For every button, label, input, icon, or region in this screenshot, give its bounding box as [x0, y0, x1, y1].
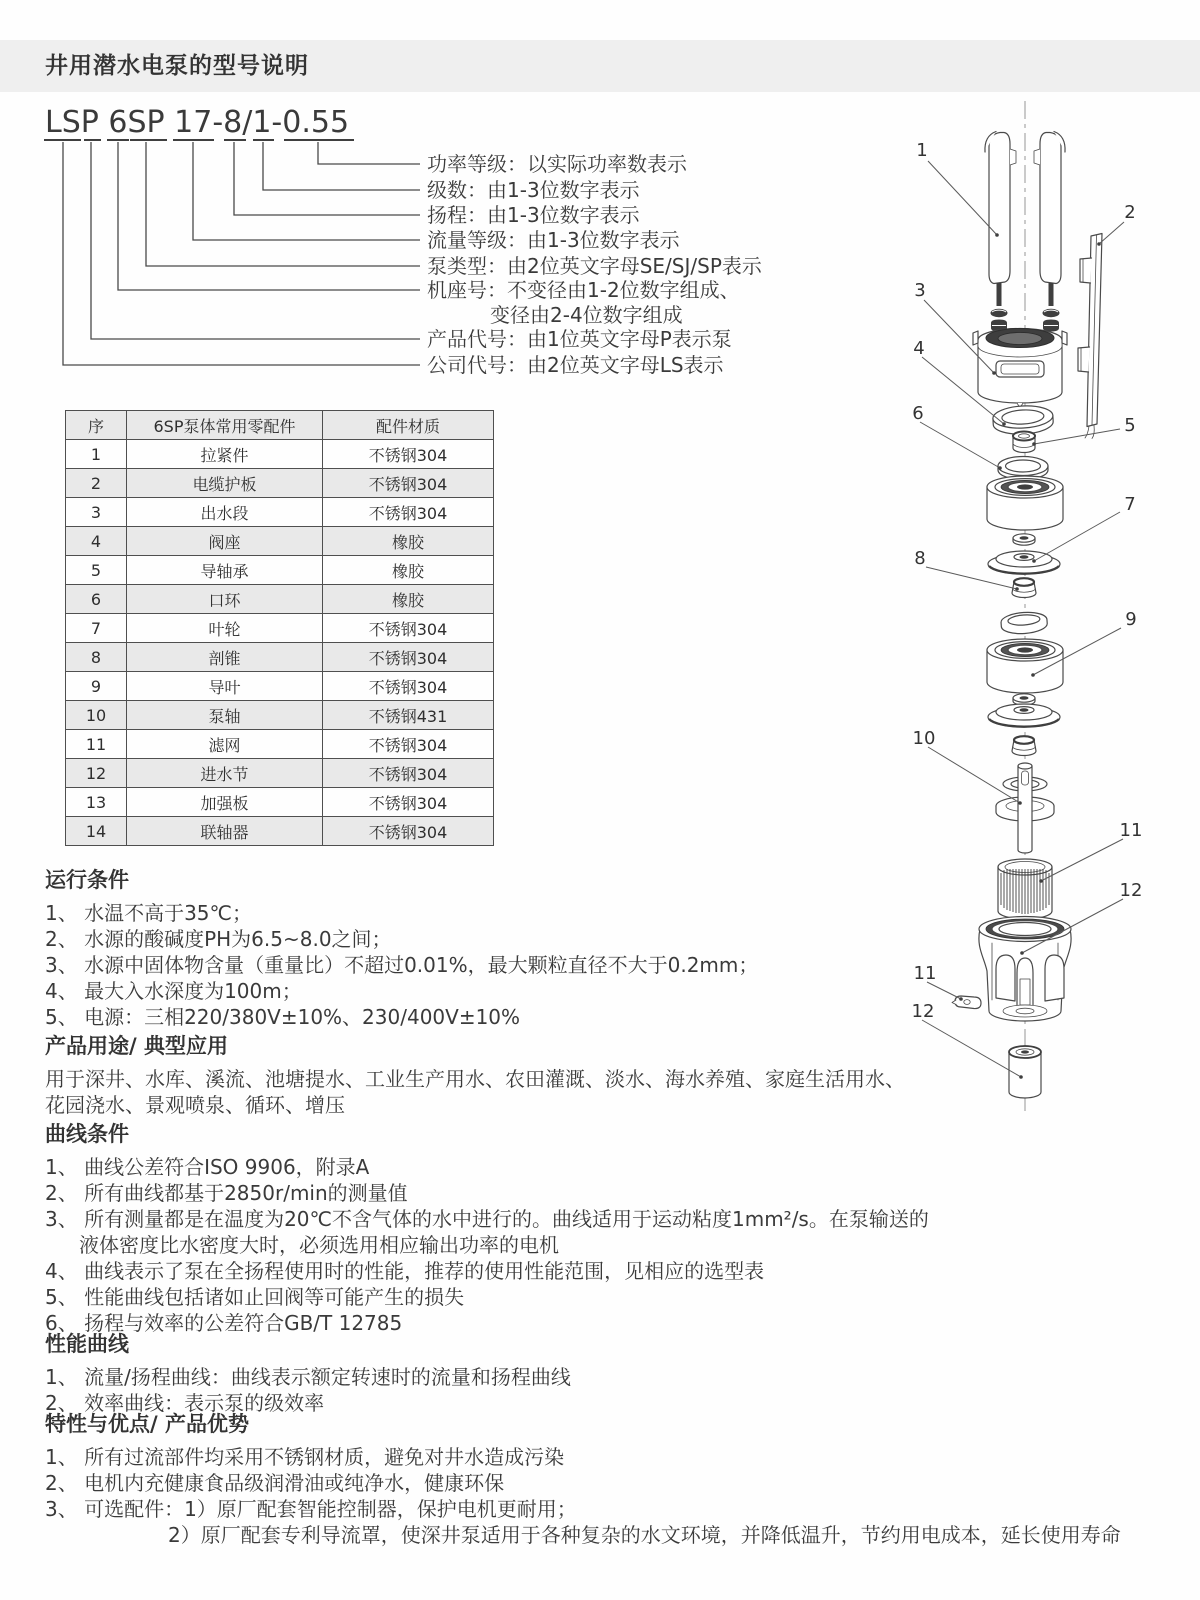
part-label-11b: 11: [913, 963, 937, 984]
page-title: 井用潜水电泵的型号说明: [45, 53, 309, 79]
washer-stage-1: [1013, 534, 1035, 545]
list-item: 5、 性能曲线包括诸如止回阀等可能产生的损失: [45, 1285, 465, 1309]
model-code-diagram: [40, 98, 440, 390]
cable-guard-plate: [1078, 234, 1102, 439]
impeller-stage-1: [988, 551, 1060, 574]
cell-no: 11: [66, 730, 127, 759]
part-label-3: 3: [914, 280, 926, 301]
code-label-flow: 流量等级：由1-3位数字表示: [427, 228, 680, 252]
cell-material: 不锈钢304: [323, 672, 494, 701]
cell-no: 2: [66, 469, 127, 498]
list-item: 1、 所有过流部件均采用不锈钢材质，避免对井水造成污染: [45, 1445, 565, 1469]
table-row: [66, 469, 494, 498]
list-item: 4、 曲线表示了泵在全扬程使用时的性能，推荐的使用性能范围，见相应的选型表: [45, 1259, 765, 1283]
code-label-head: 扬程：由1-3位数字表示: [427, 203, 640, 227]
cell-material: 不锈钢304: [323, 788, 494, 817]
cell-material: 不锈钢304: [323, 817, 494, 846]
table-row: [66, 527, 494, 556]
table-row: [66, 672, 494, 701]
cell-part: 电缆护板: [127, 469, 323, 498]
part-label-8: 8: [914, 548, 926, 569]
section-title: 产品用途/ 典型应用: [45, 1034, 228, 1058]
cell-part: 导叶: [127, 672, 323, 701]
table-row: [66, 614, 494, 643]
part-label-9: 9: [1125, 609, 1137, 630]
section-curve-conditions: [45, 1118, 929, 1336]
impeller-stage-2: [988, 704, 1060, 727]
cell-material: 不锈钢304: [323, 498, 494, 527]
part-label-2: 2: [1124, 202, 1136, 223]
cell-material: 橡胶: [323, 527, 494, 556]
table-row: [66, 585, 494, 614]
section-applications: [45, 1030, 917, 1118]
section-operating-conditions: [45, 864, 965, 1030]
part-label-1: 1: [916, 140, 928, 161]
list-item: 2、 效率曲线：表示泵的级效率: [45, 1391, 325, 1415]
cell-material: 不锈钢304: [323, 614, 494, 643]
cell-part: 联轴器: [127, 817, 323, 846]
cell-no: 8: [66, 643, 127, 672]
pump-shaft: [996, 763, 1054, 853]
cell-no: 4: [66, 527, 127, 556]
cell-material: 不锈钢304: [323, 440, 494, 469]
list-item: 2、 电机内充健康食品级润滑油或纯净水，健康环保: [45, 1471, 505, 1495]
section-body: 用于深井、水库、溪流、池塘提水、工业生产用水、农田灌溉、淡水、海水养殖、家庭生活用水、花园浇水、景观喷泉、循环、增压: [45, 1067, 905, 1117]
list-item: 1、 水温不高于35℃；: [45, 901, 252, 925]
part-label-5: 5: [1124, 415, 1136, 436]
cell-no: 12: [66, 759, 127, 788]
cell-material: 不锈钢304: [323, 759, 494, 788]
cell-part: 拉紧件: [127, 440, 323, 469]
list-item: 1、 流量/扬程曲线：曲线表示额定转速时的流量和扬程曲线: [45, 1365, 571, 1389]
part-label-12: 12: [1119, 880, 1143, 901]
cell-material: 不锈钢304: [323, 643, 494, 672]
cell-part: 叶轮: [127, 614, 323, 643]
model-code: LSP 6SP 17-8/1-0.55: [45, 105, 350, 140]
code-label-frame-2: 变径由2-4位数字组成: [490, 303, 683, 327]
table-header-row: [66, 411, 494, 440]
code-label-product: 产品代号：由1位英文字母P表示泵: [427, 327, 732, 351]
part-label-7: 7: [1124, 494, 1136, 515]
table-row: [66, 498, 494, 527]
cone-stage-2: [1012, 736, 1036, 755]
section-title: 特性与优点/ 产品优势: [45, 1412, 249, 1436]
code-label-frame: 机座号：不变径由1-2位数字组成、: [427, 278, 740, 302]
inlet-section: [979, 917, 1071, 1022]
list-item: 3、 水源中固体物含量（重量比）不超过0.01%，最大颗粒直径不大于0.2mm；: [45, 953, 759, 977]
cell-part: 泵轴: [127, 701, 323, 730]
table-row: [66, 788, 494, 817]
table-row: [66, 730, 494, 759]
part-label-4: 4: [913, 338, 925, 359]
clip-plate: [952, 996, 981, 1009]
cell-part: 阀座: [127, 527, 323, 556]
cell-part: 出水段: [127, 498, 323, 527]
list-item: 2）原厂配套专利导流罩，使深井泵适用于各种复杂的水文环境，并降低温升，节约用电成本，延长使用寿命: [168, 1523, 1121, 1547]
list-item: 2、 水源的酸碱度PH为6.5~8.0之间；: [45, 927, 392, 951]
cell-part: 口环: [127, 585, 323, 614]
table-row: [66, 440, 494, 469]
cell-no: 7: [66, 614, 127, 643]
parts-table: [65, 410, 494, 846]
title-band: [0, 40, 1200, 92]
section-title: 运行条件: [45, 868, 129, 892]
cell-material: 不锈钢431: [323, 701, 494, 730]
table-row: [66, 556, 494, 585]
part-label-6: 6: [912, 403, 924, 424]
cell-part: 剖锥: [127, 643, 323, 672]
header-material: 配件材质: [323, 411, 494, 440]
cell-part: 导轴承: [127, 556, 323, 585]
code-label-company: 公司代号：由2位英文字母LS表示: [427, 353, 724, 377]
cell-part: 进水节: [127, 759, 323, 788]
diffuser-stage-2: [987, 639, 1063, 693]
code-connector-lines: [63, 142, 420, 365]
section-performance-curves: [45, 1328, 965, 1416]
list-item: 2、 所有曲线都基于2850r/min的测量值: [45, 1181, 408, 1205]
list-item: 6、 扬程与效率的公差符合GB/T 12785: [45, 1311, 403, 1335]
table-row: [66, 817, 494, 846]
cell-no: 6: [66, 585, 127, 614]
cell-material: 橡胶: [323, 585, 494, 614]
cell-material: 橡胶: [323, 556, 494, 585]
code-label-pump-type: 泵类型：由2位英文字母SE/SJ/SP表示: [427, 254, 762, 278]
list-item: 3、 可选配件：1）原厂配套智能控制器，保护电机更耐用；: [45, 1497, 577, 1521]
cell-no: 10: [66, 701, 127, 730]
cell-part: 滤网: [127, 730, 323, 759]
cell-no: 1: [66, 440, 127, 469]
table-row: [66, 759, 494, 788]
cell-material: 不锈钢304: [323, 730, 494, 759]
cell-no: 5: [66, 556, 127, 585]
filter-screen: [998, 859, 1052, 919]
cell-part: 加强板: [127, 788, 323, 817]
coupling: [1009, 1046, 1041, 1098]
part-label-11: 11: [1119, 820, 1143, 841]
table-row: [66, 701, 494, 730]
section-title: 性能曲线: [45, 1332, 129, 1356]
code-label-stages: 级数：由1-3位数字表示: [427, 178, 640, 202]
diffuser-stage-1: [987, 476, 1063, 530]
list-item: 3、 所有测量都是在温度为20℃不含气体的水中进行的。曲线适用于运动粘度1mm²/s。在泵输送的液体密度比水密度大时，必须选用相应输出功率的电机: [45, 1207, 929, 1257]
code-label-power: 功率等级：以实际功率数表示: [427, 152, 687, 176]
list-item: 5、 电源：三相220/380V±10%、230/400V±10%: [45, 1005, 521, 1029]
cell-material: 不锈钢304: [323, 469, 494, 498]
header-part: 6SP泵体常用零配件: [127, 411, 323, 440]
part-label-12b: 12: [911, 1001, 935, 1022]
seal-ring: [1000, 611, 1047, 635]
part-label-10: 10: [912, 728, 936, 749]
cell-no: 14: [66, 817, 127, 846]
list-item: 4、 最大入水深度为100m；: [45, 979, 302, 1003]
table-row: [66, 643, 494, 672]
cone-stage-1: [1012, 578, 1036, 597]
guide-bearing: [1013, 432, 1035, 453]
cell-no: 13: [66, 788, 127, 817]
section-title: 曲线条件: [45, 1122, 129, 1146]
cell-no: 9: [66, 672, 127, 701]
cell-no: 3: [66, 498, 127, 527]
list-item: 1、 曲线公差符合ISO 9906，附录A: [45, 1155, 370, 1179]
header-index: 序: [66, 411, 127, 440]
outlet-section: [973, 329, 1067, 409]
section-features: [45, 1408, 1180, 1548]
pump-exploded-diagram: [840, 95, 1180, 1160]
